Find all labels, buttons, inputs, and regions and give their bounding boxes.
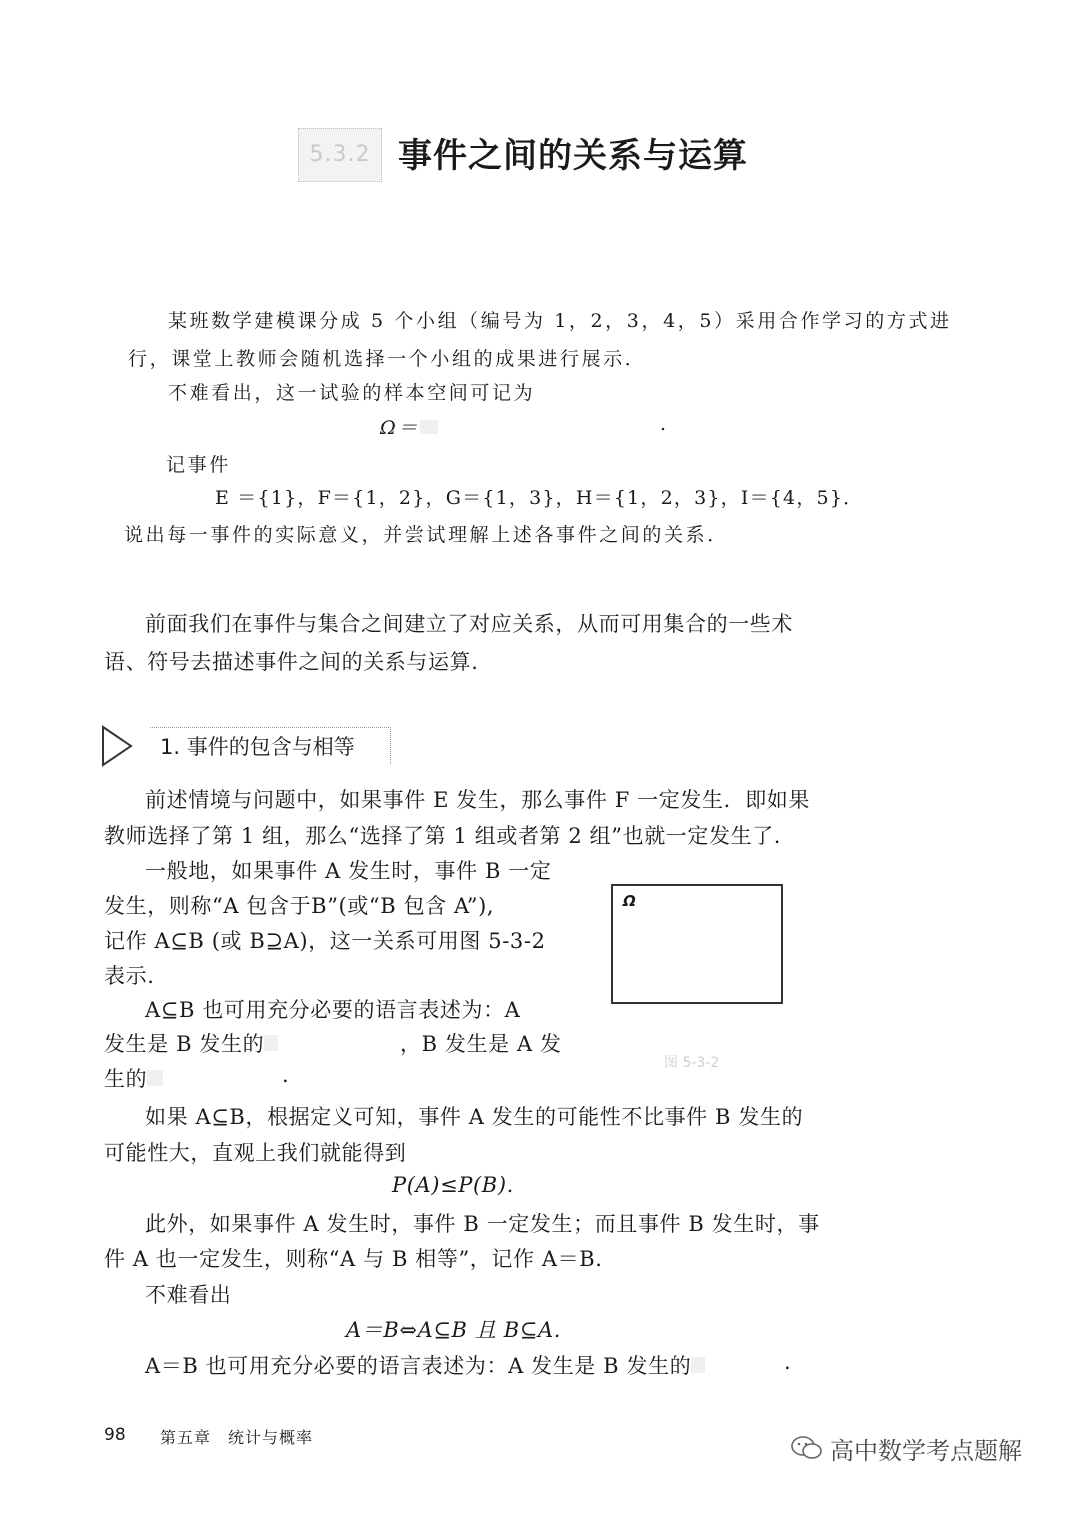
wechat-icon	[790, 1434, 824, 1462]
situation-line-5: 记事件	[166, 454, 231, 476]
paragraph-line: 记作 A⊆B (或 B⊇A)，这一关系可用图 5-3-2	[104, 929, 546, 953]
situation-line-1: 某班数学建模课分成 5 个小组（编号为 1，2，3，4，5）采用合作学习的方式进	[168, 310, 952, 332]
page-number: 98	[104, 1425, 126, 1445]
paragraph-line: 可能性大，直观上我们就能得到	[104, 1141, 407, 1165]
paragraph-line: ，B 发生是 A 发	[400, 1032, 562, 1056]
formula: A＝B⇔A⊆B 且 B⊆A.	[346, 1318, 562, 1342]
chapter-label: 第五章 统计与概率	[160, 1428, 314, 1447]
paragraph-line: 如果 A⊆B，根据定义可知，事件 A 发生的可能性不比事件 B 发生的	[145, 1105, 804, 1129]
text-fragment: 发生是 B 发生的	[104, 1032, 265, 1056]
situation-line-3: 不难看出，这一试验的样本空间可记为	[168, 382, 536, 404]
paragraph-line	[104, 1063, 163, 1093]
omega-period: .	[660, 413, 669, 435]
watermark-text: 高中数学考点题解	[830, 1437, 1022, 1465]
paragraph-line: 此外，如果事件 A 发生时，事件 B 一定发生；而且事件 B 发生时，事	[145, 1212, 820, 1236]
events-definition: E ＝{1}，F＝{1，2}，G＝{1，3}，H＝{1，2，3}，I＝{4，5}．	[215, 487, 864, 509]
text-fragment: 生的	[104, 1067, 148, 1091]
paragraph-line: 不难看出	[145, 1283, 232, 1307]
paragraph-line	[145, 1350, 705, 1380]
paragraph-line	[104, 1028, 278, 1058]
paragraph-line: 一般地，如果事件 A 发生时，事件 B 一定	[145, 859, 552, 883]
omega-lhs: Ω＝	[380, 417, 420, 439]
omega-label: Ω	[623, 892, 636, 910]
answer-blank	[420, 420, 438, 434]
paragraph-line: .	[282, 1063, 290, 1087]
paragraph-line: A⊆B 也可用充分必要的语言表述为：A	[145, 998, 521, 1022]
triangle-outline-icon	[100, 724, 134, 768]
answer-blank	[264, 1035, 278, 1051]
intro-line-2: 语、符号去描述事件之间的关系与运算.	[104, 650, 479, 674]
paragraph-line: 表示.	[104, 964, 155, 988]
answer-blank	[147, 1070, 163, 1086]
situation-line-2: 行，课堂上教师会随机选择一个小组的成果进行展示．	[128, 348, 647, 370]
section-heading: 1. 事件的包含与相等	[160, 735, 355, 759]
answer-blank	[691, 1357, 705, 1373]
paragraph-line: .	[784, 1350, 792, 1374]
paragraph-line: 教师选择了第 1 组，那么“选择了第 1 组或者第 2 组”也就一定发生了.	[104, 824, 782, 848]
page-title: 事件之间的关系与运算	[398, 136, 748, 176]
text-fragment: A＝B 也可用充分必要的语言表述为：A 发生是 B 发生的	[145, 1354, 692, 1378]
figure-caption: 图 5-3-2	[664, 1055, 720, 1071]
paragraph-line: 发生，则称“A 包含于B”(或“B 包含 A”),	[104, 894, 495, 918]
section-number-badge: 5.3.2	[298, 128, 382, 182]
omega-formula	[380, 413, 438, 440]
paragraph-line: 前述情境与问题中，如果事件 E 发生，那么事件 F 一定发生．即如果	[145, 788, 810, 812]
situation-line-7: 说出每一事件的实际意义，并尝试理解上述各事件之间的关系．	[124, 524, 729, 546]
paragraph-line: 件 A 也一定发生，则称“A 与 B 相等”，记作 A＝B.	[104, 1247, 603, 1271]
intro-line-1: 前面我们在事件与集合之间建立了对应关系，从而可用集合的一些术	[145, 612, 793, 636]
formula: P(A)≤P(B).	[392, 1173, 514, 1197]
venn-diagram-frame	[611, 884, 783, 1004]
